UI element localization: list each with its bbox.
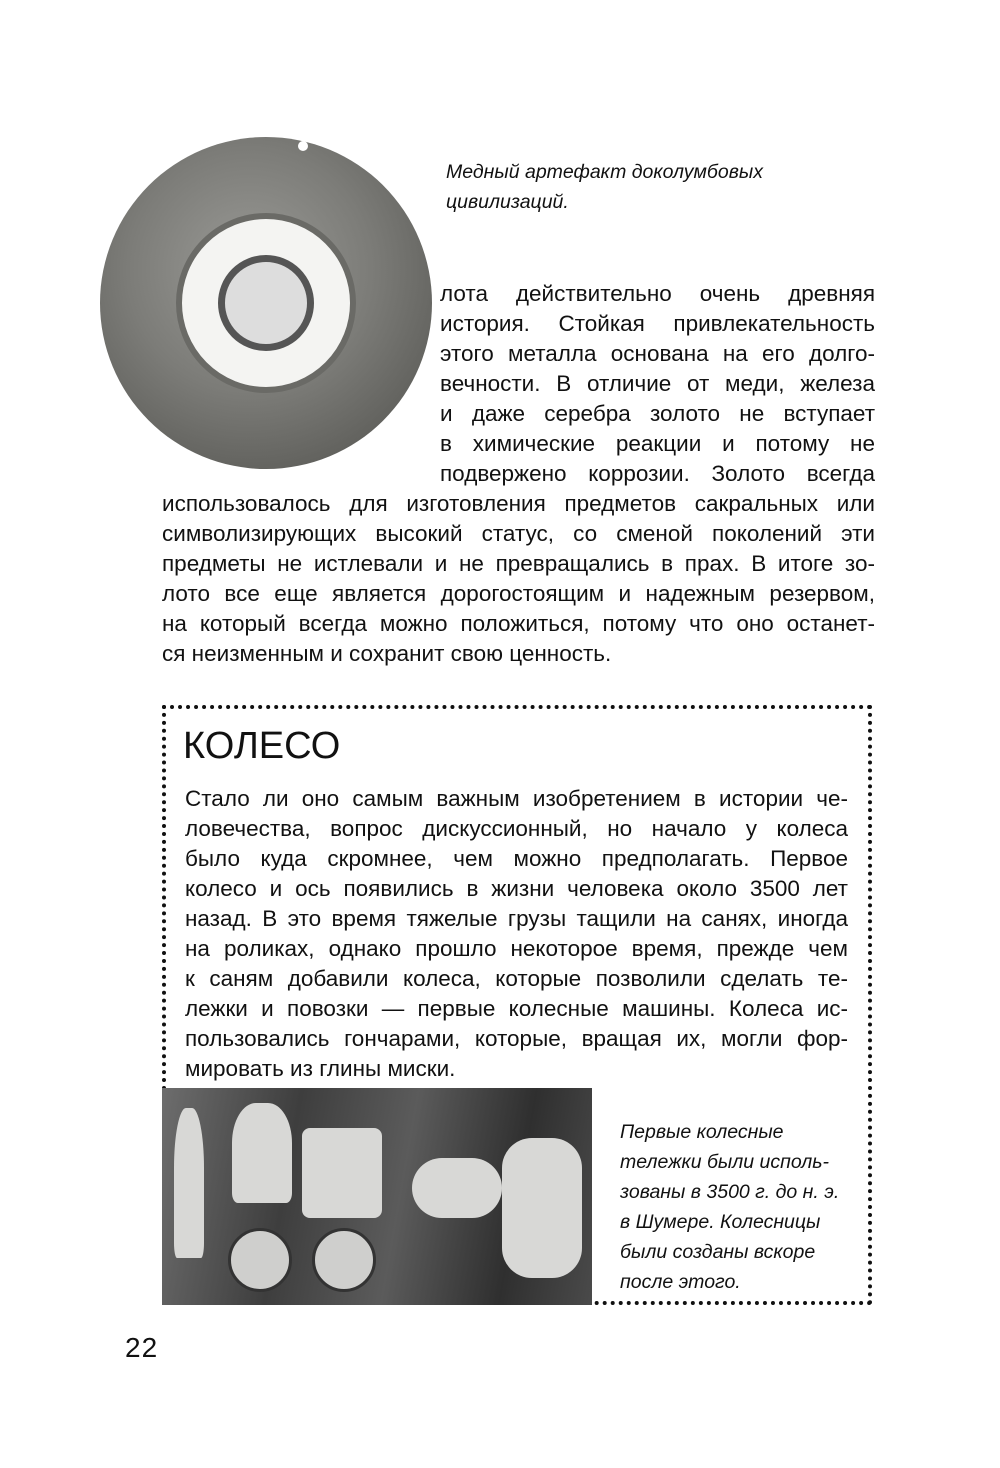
photo-caption-line: Первые колесные bbox=[620, 1121, 784, 1143]
sidebar-line: на роликах, однако прошло некоторое время, прежде чем bbox=[185, 936, 848, 961]
artifact-caption-line: Медный артефакт доколумбовых bbox=[446, 161, 764, 183]
page-number: 22 bbox=[125, 1332, 159, 1363]
body-line: символизирующих высокий статус, со сменой поколений эти bbox=[162, 521, 875, 546]
animal bbox=[412, 1158, 502, 1218]
artifact-caption-line: цивилизаций. bbox=[446, 191, 569, 213]
sidebar-line: Стало ли оно самым важным изобретением в истории че- bbox=[185, 786, 848, 811]
body-line: вечности. В отличие от меди, железа bbox=[440, 371, 875, 396]
body-line: этого металла основана на его долго- bbox=[440, 341, 875, 366]
body-line: лото все еще является дорогостоящим и надежным резервом, bbox=[162, 581, 875, 606]
animal bbox=[502, 1138, 582, 1278]
body-line: в химические реакции и потому не bbox=[440, 431, 875, 456]
artifact-figure bbox=[218, 255, 314, 351]
sidebar-line: ловечества, вопрос дискуссионный, но начало у колеса bbox=[185, 816, 848, 841]
sidebar-line: мировать из глины миски. bbox=[185, 1056, 456, 1081]
sidebar-line: пользовались гончарами, которые, вращая их, могли фор- bbox=[185, 1026, 848, 1051]
cart-body bbox=[302, 1128, 382, 1218]
sumerian-cart-image bbox=[162, 1088, 592, 1305]
body-line: использовалось для изготовления предметов сакральных или bbox=[162, 491, 875, 516]
photo-caption-line: тележки были исполь- bbox=[620, 1151, 830, 1173]
body-line: на который всегда можно положиться, потому что оно останет- bbox=[162, 611, 875, 636]
copper-artifact-image bbox=[100, 137, 432, 469]
sidebar-line: колесо и ось появились в жизни человека около 3500 лет bbox=[185, 876, 848, 901]
sidebar-line: было куда скромнее, чем можно предполагать. Первое bbox=[185, 846, 848, 871]
figure-standing bbox=[174, 1108, 204, 1258]
photo-caption-line: после этого. bbox=[620, 1271, 741, 1293]
body-line: история. Стойкая привлекательность bbox=[440, 311, 875, 336]
sidebar-line: лежки и повозки — первые колесные машины. Колеса ис- bbox=[185, 996, 848, 1021]
photo-caption-line: были созданы вскоре bbox=[620, 1241, 816, 1263]
artifact-openwork-center bbox=[176, 213, 356, 393]
body-line: лота действительно очень древняя bbox=[440, 281, 875, 306]
photo-caption-line: зованы в 3500 г. до н. э. bbox=[620, 1181, 840, 1203]
cart-wheel bbox=[228, 1228, 292, 1292]
sidebar-line: назад. В это время тяжелые грузы тащили на санях, иногда bbox=[185, 906, 848, 931]
body-line: и даже серебра золото не вступает bbox=[440, 401, 875, 426]
photo-caption-line: в Шумере. Колесницы bbox=[620, 1211, 821, 1233]
figure-driver bbox=[232, 1103, 292, 1203]
body-line: подвержено коррозии. Золото всегда bbox=[440, 461, 875, 486]
artifact-hole bbox=[298, 141, 308, 151]
body-line: предметы не истлевали и не превращались в прах. В итоге зо- bbox=[162, 551, 875, 576]
body-line: ся неизменным и сохранит свою ценность. bbox=[162, 641, 612, 666]
sidebar-title: КОЛЕСО bbox=[183, 725, 341, 767]
sidebar-line: к саням добавили колеса, которые позволили сделать те- bbox=[185, 966, 848, 991]
cart-wheel bbox=[312, 1228, 376, 1292]
